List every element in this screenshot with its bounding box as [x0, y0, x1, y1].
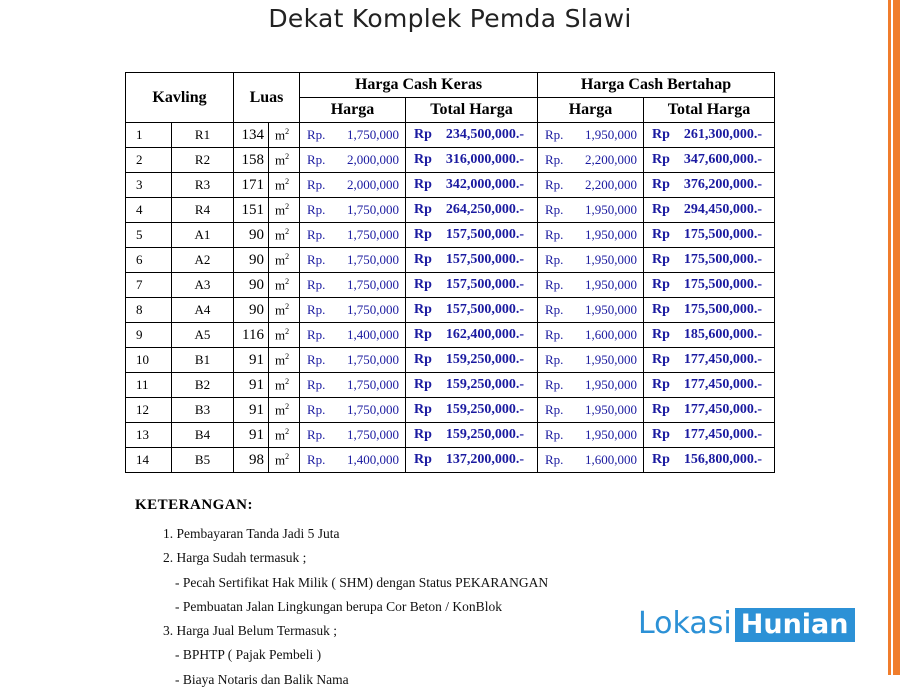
cell-harga-cash: Rp. 1,750,000 [300, 198, 406, 223]
table-row [126, 123, 775, 148]
cell-no: 1 [126, 123, 172, 148]
cell-total-cash: Rp 342,000,000.- [406, 173, 538, 198]
cell-harga-bertahap: Rp. 1,950,000 [538, 423, 644, 448]
cell-total-bertahap: Rp 185,600,000.- [644, 323, 775, 348]
page-title: Dekat Komplek Pemda Slawi [268, 4, 632, 33]
cell-no: 10 [126, 348, 172, 373]
cell-kavling: R2 [172, 148, 234, 173]
cell-harga-bertahap: Rp. 1,950,000 [538, 123, 644, 148]
cell-luas: 90 [234, 248, 269, 273]
cell-no: 13 [126, 423, 172, 448]
cell-harga-cash: Rp. 1,750,000 [300, 348, 406, 373]
cell-kavling: B4 [172, 423, 234, 448]
cell-harga-cash: Rp. 2,000,000 [300, 173, 406, 198]
table-row [126, 373, 775, 398]
cell-luas: 91 [234, 423, 269, 448]
note-line: - BPHTP ( Pajak Pembeli ) [175, 647, 322, 663]
cell-luas: 90 [234, 273, 269, 298]
logo-text-hunian: Hunian [735, 608, 855, 642]
header-harga-2: Harga [538, 98, 644, 123]
cell-harga-cash: Rp. 1,750,000 [300, 248, 406, 273]
cell-harga-bertahap: Rp. 1,950,000 [538, 273, 644, 298]
cell-harga-cash: Rp. 1,400,000 [300, 448, 406, 473]
cell-no: 4 [126, 198, 172, 223]
table-row [126, 173, 775, 198]
cell-unit: $m^2$ [269, 223, 300, 248]
table-row [126, 348, 775, 373]
cell-total-bertahap: Rp 177,450,000.- [644, 348, 775, 373]
cell-harga-bertahap: Rp. 1,950,000 [538, 198, 644, 223]
cell-total-cash: Rp 159,250,000.- [406, 373, 538, 398]
cell-total-cash: Rp 159,250,000.- [406, 423, 538, 448]
cell-total-bertahap: Rp 175,500,000.- [644, 273, 775, 298]
cell-total-cash: Rp 157,500,000.- [406, 273, 538, 298]
cell-harga-cash: Rp. 2,000,000 [300, 148, 406, 173]
cell-harga-cash: Rp. 1,750,000 [300, 298, 406, 323]
cell-harga-cash: Rp. 1,750,000 [300, 223, 406, 248]
cell-kavling: A4 [172, 298, 234, 323]
cell-total-bertahap: Rp 177,450,000.- [644, 423, 775, 448]
cell-total-cash: Rp 159,250,000.- [406, 348, 538, 373]
cell-unit: $m^2$ [269, 198, 300, 223]
cell-luas: 91 [234, 348, 269, 373]
note-line: 3. Harga Jual Belum Termasuk ; [163, 623, 338, 639]
cell-luas: 90 [234, 298, 269, 323]
cell-kavling: B1 [172, 348, 234, 373]
table-row [126, 198, 775, 223]
cell-unit: $m^2$ [269, 148, 300, 173]
cell-total-bertahap: Rp 294,450,000.- [644, 198, 775, 223]
cell-kavling: A1 [172, 223, 234, 248]
header-total-2: Total Harga [644, 98, 775, 123]
table-row [126, 248, 775, 273]
cell-total-cash: Rp 157,500,000.- [406, 248, 538, 273]
keterangan-heading: KETERANGAN: [135, 497, 254, 513]
cell-total-cash: Rp 316,000,000.- [406, 148, 538, 173]
note-line: - Biaya Notaris dan Balik Nama [175, 671, 349, 687]
header-luas: Luas [234, 73, 300, 123]
orange-border [888, 0, 900, 675]
cell-luas: 90 [234, 223, 269, 248]
cell-no: 9 [126, 323, 172, 348]
cell-kavling: R4 [172, 198, 234, 223]
cell-harga-bertahap: Rp. 1,950,000 [538, 298, 644, 323]
cell-unit: $m^2$ [269, 298, 300, 323]
cell-total-cash: Rp 162,400,000.- [406, 323, 538, 348]
cell-total-bertahap: Rp 376,200,000.- [644, 173, 775, 198]
cell-unit: $m^2$ [269, 123, 300, 148]
cell-unit: $m^2$ [269, 248, 300, 273]
header-cash-keras: Harga Cash Keras [300, 73, 538, 98]
table-row [126, 448, 775, 473]
cell-harga-bertahap: Rp. 1,950,000 [538, 348, 644, 373]
cell-total-bertahap: Rp 177,450,000.- [644, 398, 775, 423]
header-kavling: Kavling [126, 73, 234, 123]
cell-harga-cash: Rp. 1,750,000 [300, 398, 406, 423]
cell-harga-bertahap: Rp. 1,600,000 [538, 323, 644, 348]
cell-total-cash: Rp 157,500,000.- [406, 298, 538, 323]
keterangan-list [163, 522, 548, 692]
cell-no: 6 [126, 248, 172, 273]
cell-harga-bertahap: Rp. 2,200,000 [538, 148, 644, 173]
cell-unit: $m^2$ [269, 273, 300, 298]
cell-unit: $m^2$ [269, 323, 300, 348]
cell-unit: $m^2$ [269, 448, 300, 473]
cell-kavling: A2 [172, 248, 234, 273]
cell-total-bertahap: Rp 175,500,000.- [644, 223, 775, 248]
cell-unit: $m^2$ [269, 373, 300, 398]
cell-kavling: R1 [172, 123, 234, 148]
header-cash-bertahap: Harga Cash Bertahap [538, 73, 775, 98]
cell-kavling: A3 [172, 273, 234, 298]
note-line: - Pecah Sertifikat Hak Milik ( SHM) dengan Status PEKARANGAN [175, 574, 549, 590]
lokasihunian-logo [638, 606, 855, 642]
cell-total-cash: Rp 234,500,000.- [406, 123, 538, 148]
cell-no: 3 [126, 173, 172, 198]
note-line: - Pembuatan Jalan Lingkungan berupa Cor Beton / KonBlok [175, 598, 502, 614]
cell-harga-bertahap: Rp. 2,200,000 [538, 173, 644, 198]
header-total-1: Total Harga [406, 98, 538, 123]
logo-text-lokasi: Lokasi [638, 606, 732, 641]
cell-harga-bertahap: Rp. 1,600,000 [538, 448, 644, 473]
cell-total-cash: Rp 137,200,000.- [406, 448, 538, 473]
cell-total-bertahap: Rp 156,800,000.- [644, 448, 775, 473]
cell-luas: 158 [234, 148, 269, 173]
cell-luas: 134 [234, 123, 269, 148]
cell-harga-cash: Rp. 1,400,000 [300, 323, 406, 348]
cell-no: 14 [126, 448, 172, 473]
cell-total-bertahap: Rp 175,500,000.- [644, 248, 775, 273]
cell-kavling: B3 [172, 398, 234, 423]
cell-total-cash: Rp 159,250,000.- [406, 398, 538, 423]
cell-luas: 98 [234, 448, 269, 473]
cell-luas: 171 [234, 173, 269, 198]
cell-no: 12 [126, 398, 172, 423]
cell-kavling: A5 [172, 323, 234, 348]
header-harga-1: Harga [300, 98, 406, 123]
cell-kavling: B2 [172, 373, 234, 398]
table-row [126, 423, 775, 448]
cell-harga-cash: Rp. 1,750,000 [300, 423, 406, 448]
note-line: 2. Harga Sudah termasuk ; [163, 550, 307, 566]
cell-harga-bertahap: Rp. 1,950,000 [538, 223, 644, 248]
table-row [126, 298, 775, 323]
cell-unit: $m^2$ [269, 348, 300, 373]
cell-total-bertahap: Rp 261,300,000.- [644, 123, 775, 148]
cell-harga-bertahap: Rp. 1,950,000 [538, 398, 644, 423]
cell-unit: $m^2$ [269, 173, 300, 198]
table-row [126, 223, 775, 248]
cell-harga-bertahap: Rp. 1,950,000 [538, 373, 644, 398]
cell-total-cash: Rp 264,250,000.- [406, 198, 538, 223]
table-row [126, 398, 775, 423]
cell-no: 2 [126, 148, 172, 173]
cell-harga-cash: Rp. 1,750,000 [300, 273, 406, 298]
cell-no: 11 [126, 373, 172, 398]
cell-unit: $m^2$ [269, 398, 300, 423]
cell-total-cash: Rp 157,500,000.- [406, 223, 538, 248]
table-row [126, 273, 775, 298]
cell-no: 5 [126, 223, 172, 248]
cell-luas: 91 [234, 373, 269, 398]
cell-harga-bertahap: Rp. 1,950,000 [538, 248, 644, 273]
cell-total-bertahap: Rp 177,450,000.- [644, 373, 775, 398]
cell-total-bertahap: Rp 175,500,000.- [644, 298, 775, 323]
cell-luas: 116 [234, 323, 269, 348]
note-line: 1. Pembayaran Tanda Jadi 5 Juta [163, 526, 340, 541]
price-table [125, 72, 775, 473]
cell-kavling: B5 [172, 448, 234, 473]
cell-harga-cash: Rp. 1,750,000 [300, 123, 406, 148]
cell-total-bertahap: Rp 347,600,000.- [644, 148, 775, 173]
cell-unit: $m^2$ [269, 423, 300, 448]
cell-luas: 91 [234, 398, 269, 423]
cell-harga-cash: Rp. 1,750,000 [300, 373, 406, 398]
table-row [126, 323, 775, 348]
table-row [126, 148, 775, 173]
cell-luas: 151 [234, 198, 269, 223]
cell-kavling: R3 [172, 173, 234, 198]
cell-no: 7 [126, 273, 172, 298]
cell-no: 8 [126, 298, 172, 323]
